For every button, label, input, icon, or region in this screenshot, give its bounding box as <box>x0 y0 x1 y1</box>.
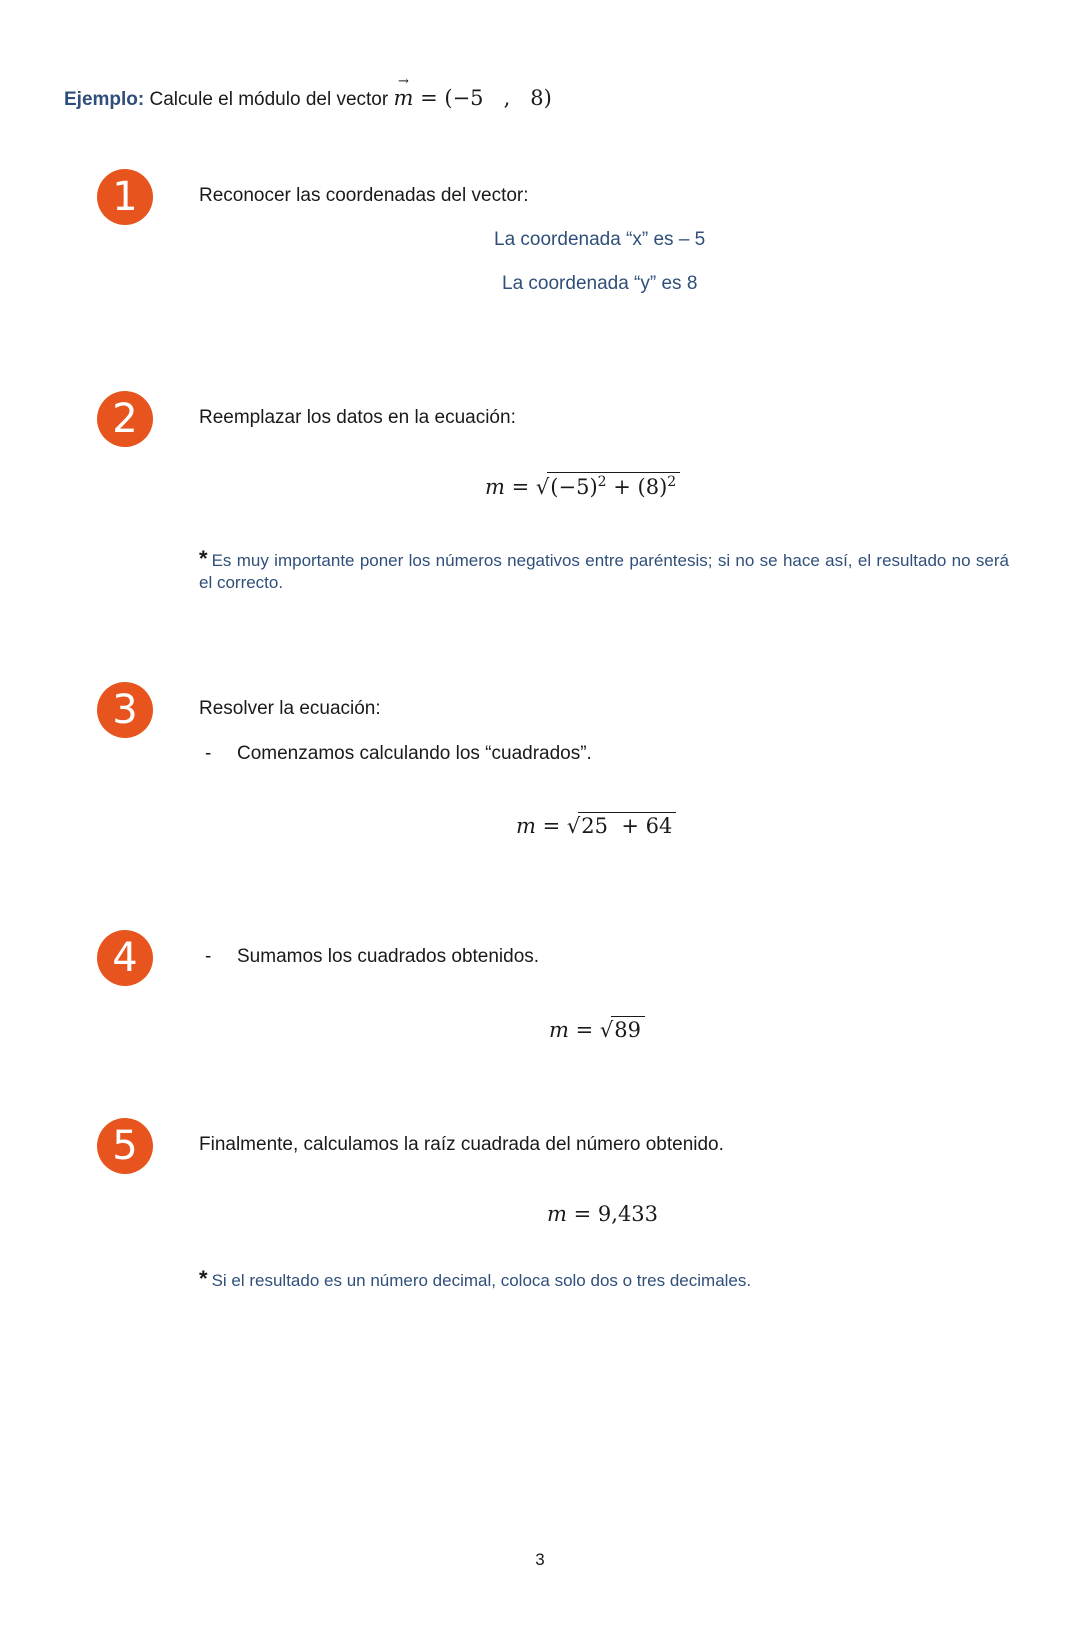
radical-icon: √ <box>599 1018 614 1042</box>
radicand: 89 <box>611 1016 645 1042</box>
step-2-note <box>199 546 1009 594</box>
equation-result: 9,433 <box>597 1202 659 1226</box>
step-4-equation <box>549 1016 645 1042</box>
step-1-coordinate-y: La coordenada “y” es 8 <box>502 273 698 294</box>
square-root <box>567 812 676 838</box>
step-3-equation <box>516 812 676 838</box>
example-heading <box>64 74 552 111</box>
equation-lhs: m <box>485 475 505 499</box>
equation-equals: = <box>573 1202 592 1226</box>
bullet-dash: - <box>205 946 212 967</box>
asterisk-icon: * <box>199 546 208 571</box>
step-2-number-badge: 2 <box>97 391 153 447</box>
bullet-dash: - <box>205 743 212 764</box>
equation-lhs: m <box>549 1018 569 1042</box>
step-5-equation <box>547 1202 658 1226</box>
step-5-number-badge: 5 <box>97 1118 153 1174</box>
step-2-equation <box>485 472 680 499</box>
radical-icon: √ <box>566 814 581 838</box>
vector-equals: = <box>420 86 438 110</box>
step-4-number-badge: 4 <box>97 930 153 986</box>
step-4-bullet-text: Sumamos los cuadrados obtenidos. <box>237 946 540 967</box>
example-text: Calcule el módulo del vector <box>149 89 389 110</box>
radical-icon: √ <box>535 475 550 499</box>
vector-expression <box>393 74 552 110</box>
radicand: $(-5)^2 + (8)^2$ <box>547 472 680 499</box>
step-2-note-text: Es muy importante poner los números negativos entre paréntesis; si no se hace así, el resultado no será el correcto. <box>199 551 1009 592</box>
vector-var: m → <box>393 74 414 110</box>
vector-arrow-icon: → <box>397 74 409 89</box>
step-3-bullet-text: Comenzamos calculando los “cuadrados”. <box>237 743 592 764</box>
step-1-coordinate-x: La coordenada “x” es – 5 <box>494 229 706 250</box>
page-number: 3 <box>535 1550 545 1569</box>
step-4-bullet <box>205 946 539 968</box>
step-1-title: Reconocer las coordenadas del vector: <box>199 185 529 206</box>
step-3-number-badge: 3 <box>97 682 153 738</box>
equation-lhs: m <box>516 814 536 838</box>
equation-equals: = <box>575 1018 594 1042</box>
step-5-title: Finalmente, calculamos la raíz cuadrada del número obtenido. <box>199 1134 724 1155</box>
step-2-title: Reemplazar los datos en la ecuación: <box>199 407 516 428</box>
square-root <box>600 1016 645 1042</box>
step-3-bullet <box>205 743 592 765</box>
equation-lhs: m <box>547 1202 567 1226</box>
vector-value: (−5 , 8) <box>444 86 552 110</box>
step-1-number-badge: 1 <box>97 169 153 225</box>
radicand: 25 + 64 <box>578 812 676 838</box>
square-root <box>536 472 680 499</box>
equation-equals: = <box>511 475 530 499</box>
asterisk-icon: * <box>199 1266 208 1291</box>
step-5-note-text: Si el resultado es un número decimal, coloca solo dos o tres decimales. <box>211 1271 752 1290</box>
step-3-title: Resolver la ecuación: <box>199 698 381 719</box>
example-label: Ejemplo: <box>64 89 145 110</box>
equation-equals: = <box>542 814 561 838</box>
step-5-note <box>199 1266 1009 1292</box>
